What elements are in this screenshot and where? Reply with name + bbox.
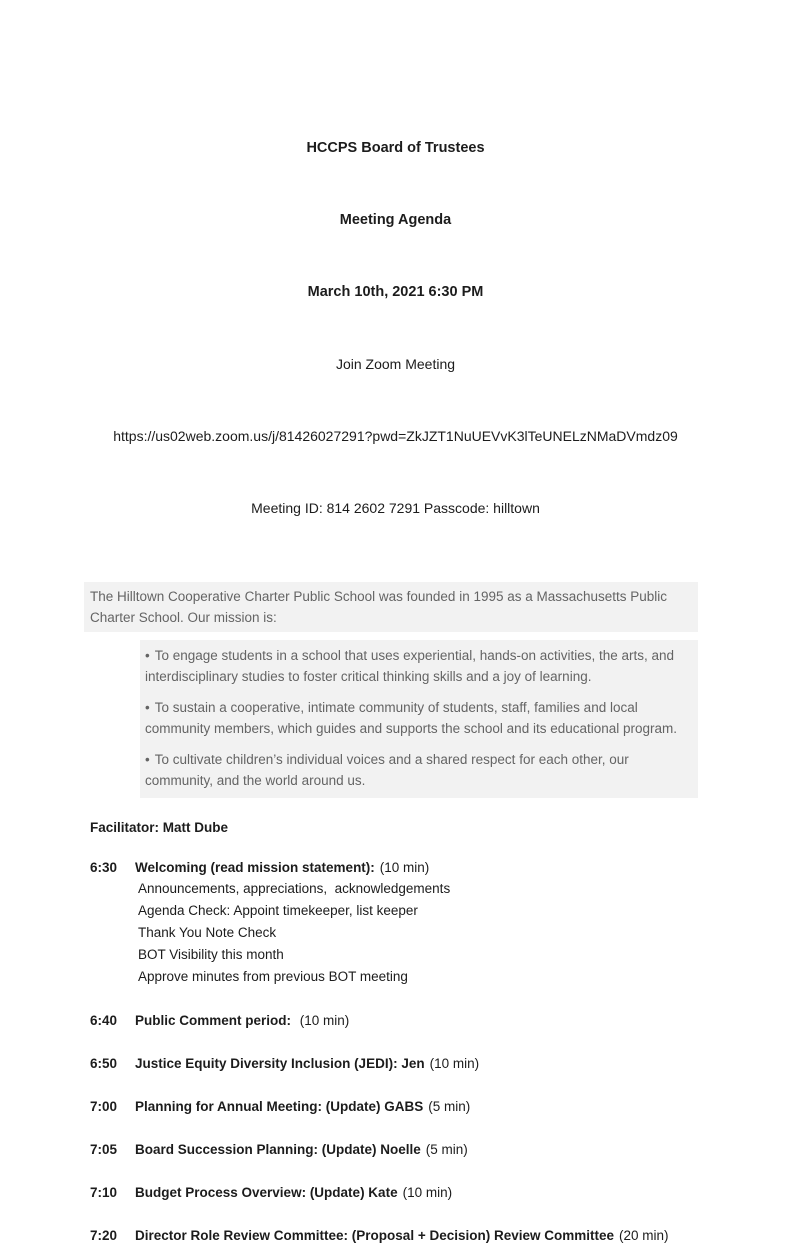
agenda-duration: (20 min) xyxy=(619,1228,669,1243)
mission-bullet xyxy=(145,749,690,791)
zoom-meeting-url: https://us02web.zoom.us/j/81426027291?pwd=ZkJZT1NuUEVvK3lTeUNELzNMaDVmdz09 xyxy=(113,428,678,444)
agenda-duration: (10 min) xyxy=(296,1013,350,1028)
bullet-marker: • xyxy=(145,700,150,715)
mission-bullet xyxy=(145,697,690,739)
mission-bullet-text: To engage students in a school that uses experiential, hands-on activities, the arts, and interdisciplinary studies to foster critical thinking skills and a joy of learning. xyxy=(145,648,678,684)
agenda-duration: (5 min) xyxy=(428,1099,471,1114)
mission-bullet xyxy=(145,645,690,687)
meeting-id-passcode: Meeting ID: 814 2602 7291 Passcode: hilltown xyxy=(251,500,540,516)
agenda-title: Justice Equity Diversity Inclusion (JEDI): Jen xyxy=(135,1056,425,1071)
agenda-title: Budget Process Overview: (Update) Kate xyxy=(135,1185,398,1200)
facilitator-line: Facilitator: Matt Dube xyxy=(90,820,229,835)
mission-bullet-text: To sustain a cooperative, intimate community of students, staff, families and local community members, which guides and supports the school and its educational program. xyxy=(145,700,678,736)
agenda-time: 6:30 xyxy=(90,860,118,875)
document-header xyxy=(84,88,707,568)
mission-bullet-list xyxy=(140,640,698,798)
agenda-title: Planning for Annual Meeting: (Update) GABS xyxy=(135,1099,424,1114)
agenda-time: 7:00 xyxy=(90,1099,118,1114)
agenda-subitem: BOT Visibility this month xyxy=(138,947,284,962)
agenda-duration: (10 min) xyxy=(402,1185,453,1200)
agenda-time: 7:20 xyxy=(90,1228,118,1243)
bullet-marker: • xyxy=(145,752,150,767)
agenda-item xyxy=(90,1182,707,1203)
zoom-join-label: Join Zoom Meeting xyxy=(335,356,456,372)
mission-bullet-text: To cultivate children’s individual voices and a shared respect for each other, our community, and the world around us. xyxy=(145,752,633,788)
agenda-duration: (10 min) xyxy=(379,860,430,875)
doc-datetime: March 10th, 2021 6:30 PM xyxy=(307,284,484,300)
agenda-item xyxy=(90,857,707,988)
agenda-subitem: Agenda Check: Appoint timekeeper, list keeper xyxy=(138,903,418,918)
agenda-list xyxy=(84,857,707,1246)
agenda-subitem: Announcements, appreciations, acknowledgements xyxy=(138,881,451,896)
mission-intro-paragraph: The Hilltown Cooperative Charter Public School was founded in 1995 as a Massachusetts Public Charter School. Our mission is: xyxy=(84,582,698,632)
agenda-title: Welcoming (read mission statement): xyxy=(135,860,375,875)
agenda-item xyxy=(90,1225,707,1246)
agenda-subitem: Approve minutes from previous BOT meeting xyxy=(138,969,408,984)
agenda-time: 7:10 xyxy=(90,1185,118,1200)
agenda-title: Public Comment period: xyxy=(135,1013,292,1028)
agenda-item xyxy=(90,1139,707,1160)
agenda-title: Director Role Review Committee: (Proposal + Decision) Review Committee xyxy=(135,1228,614,1243)
doc-title: HCCPS Board of Trustees xyxy=(306,140,485,156)
bullet-marker: • xyxy=(145,648,150,663)
agenda-item xyxy=(90,1010,707,1031)
agenda-subitem: Thank You Note Check xyxy=(138,925,277,940)
doc-subtitle: Meeting Agenda xyxy=(339,212,452,228)
agenda-item xyxy=(90,1053,707,1074)
agenda-time: 6:40 xyxy=(90,1013,118,1028)
agenda-item xyxy=(90,1096,707,1117)
agenda-subitem-list xyxy=(90,878,707,988)
agenda-time: 6:50 xyxy=(90,1056,118,1071)
agenda-duration: (10 min) xyxy=(429,1056,480,1071)
agenda-duration: (5 min) xyxy=(425,1142,468,1157)
agenda-title: Board Succession Planning: (Update) Noelle xyxy=(135,1142,421,1157)
agenda-time: 7:05 xyxy=(90,1142,118,1157)
